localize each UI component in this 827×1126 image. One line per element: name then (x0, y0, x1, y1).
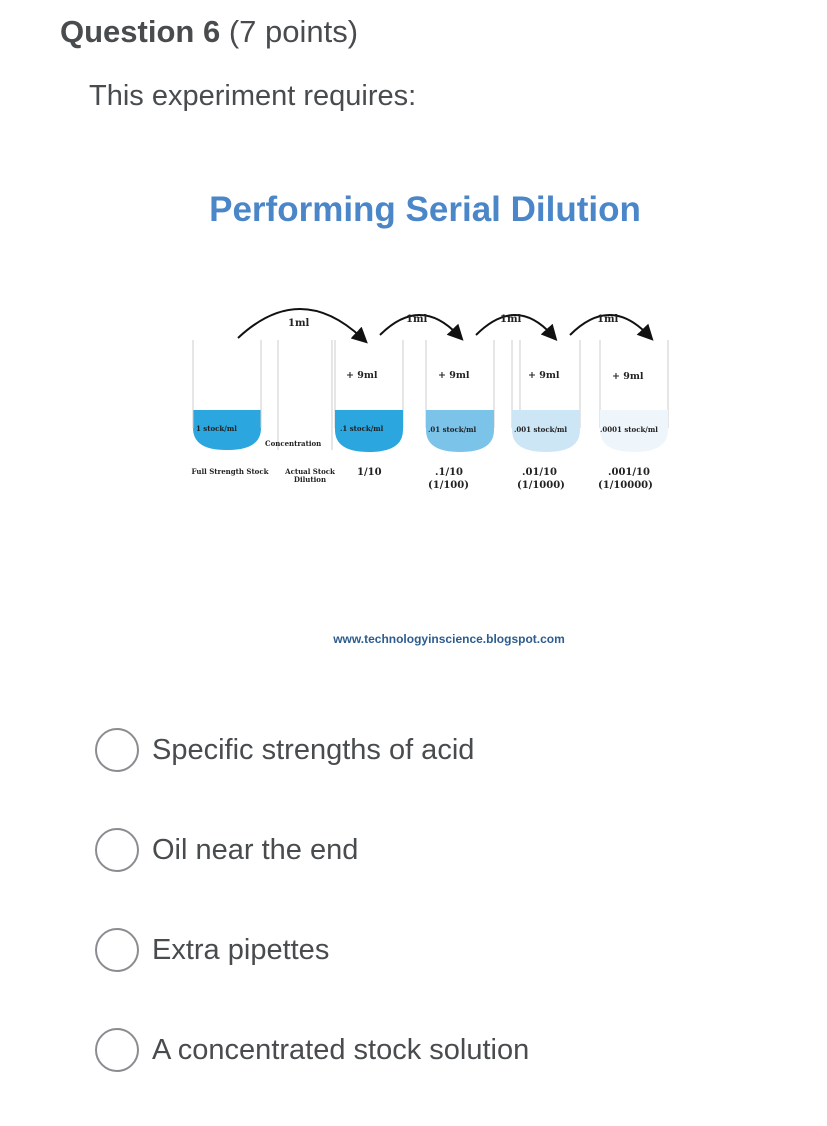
label-dilution-4-top: .001/10 (608, 467, 650, 478)
choice-label-2[interactable]: Oil near the end (152, 833, 359, 866)
label-dilution-1: 1/10 (357, 467, 382, 478)
question-number: Question 6 (60, 14, 221, 49)
transfer-label-3: 1ml (500, 314, 522, 325)
radio-button-4[interactable] (95, 1028, 139, 1072)
radio-button-1[interactable] (95, 728, 139, 772)
radio-button-3[interactable] (95, 928, 139, 972)
figure-source-url: www.technologyinscience.blogspot.com (333, 632, 565, 646)
choice-2[interactable] (95, 824, 529, 876)
label-dilution-2-top: .1/10 (435, 467, 464, 478)
choice-1[interactable] (95, 724, 529, 776)
question-header (60, 14, 358, 50)
add-label-4: + 9ml (612, 371, 644, 382)
question-prompt: This experiment requires: (89, 80, 417, 112)
tube-dilution-1 (335, 340, 403, 452)
label-dilution-3-top: .01/10 (522, 467, 557, 478)
tube-label-concentration: Concentration (265, 439, 322, 448)
add-label-1: + 9ml (346, 370, 378, 381)
label-full-strength: Full Strength Stock (191, 468, 269, 476)
label-dilution-4-bottom: (1/10000) (598, 480, 653, 491)
tube-label-6: .0001 stock/ml (600, 425, 658, 434)
add-label-3: + 9ml (528, 370, 560, 381)
question-points: (7 points) (228, 14, 359, 49)
add-label-2: + 9ml (438, 370, 470, 381)
label-dilution-3-bottom: (1/1000) (517, 480, 565, 491)
tube-label-1: 1 stock/ml (196, 424, 237, 433)
tube-label-5: .001 stock/ml (514, 425, 568, 434)
choice-3[interactable] (95, 924, 529, 976)
choice-4[interactable] (95, 1024, 529, 1076)
label-dilution-2-bottom: (1/100) (428, 480, 469, 491)
transfer-label-2: 1ml (406, 314, 428, 325)
serial-dilution-figure (185, 190, 665, 660)
tube-label-4: .01 stock/ml (428, 425, 477, 434)
tube-full-strength (193, 340, 261, 450)
figure-title: Performing Serial Dilution (209, 190, 641, 229)
dilution-diagram (190, 300, 670, 550)
transfer-label-1: 1ml (288, 318, 310, 329)
answer-choices (95, 724, 529, 1124)
radio-button-2[interactable] (95, 828, 139, 872)
tube-dilution-3 (512, 340, 580, 452)
choice-label-3[interactable]: Extra pipettes (152, 933, 330, 966)
tube-label-3: .1 stock/ml (340, 424, 384, 433)
tube-dilution-2 (426, 340, 494, 452)
choice-label-1[interactable]: Specific strengths of acid (152, 733, 475, 766)
choice-label-4[interactable]: A concentrated stock solution (152, 1033, 530, 1066)
tube-actual-dilution (278, 340, 332, 450)
tube-dilution-4 (600, 340, 668, 452)
transfer-label-4: 1ml (597, 314, 619, 325)
label-actual-dilution: Actual Stock Dilution (285, 468, 335, 484)
